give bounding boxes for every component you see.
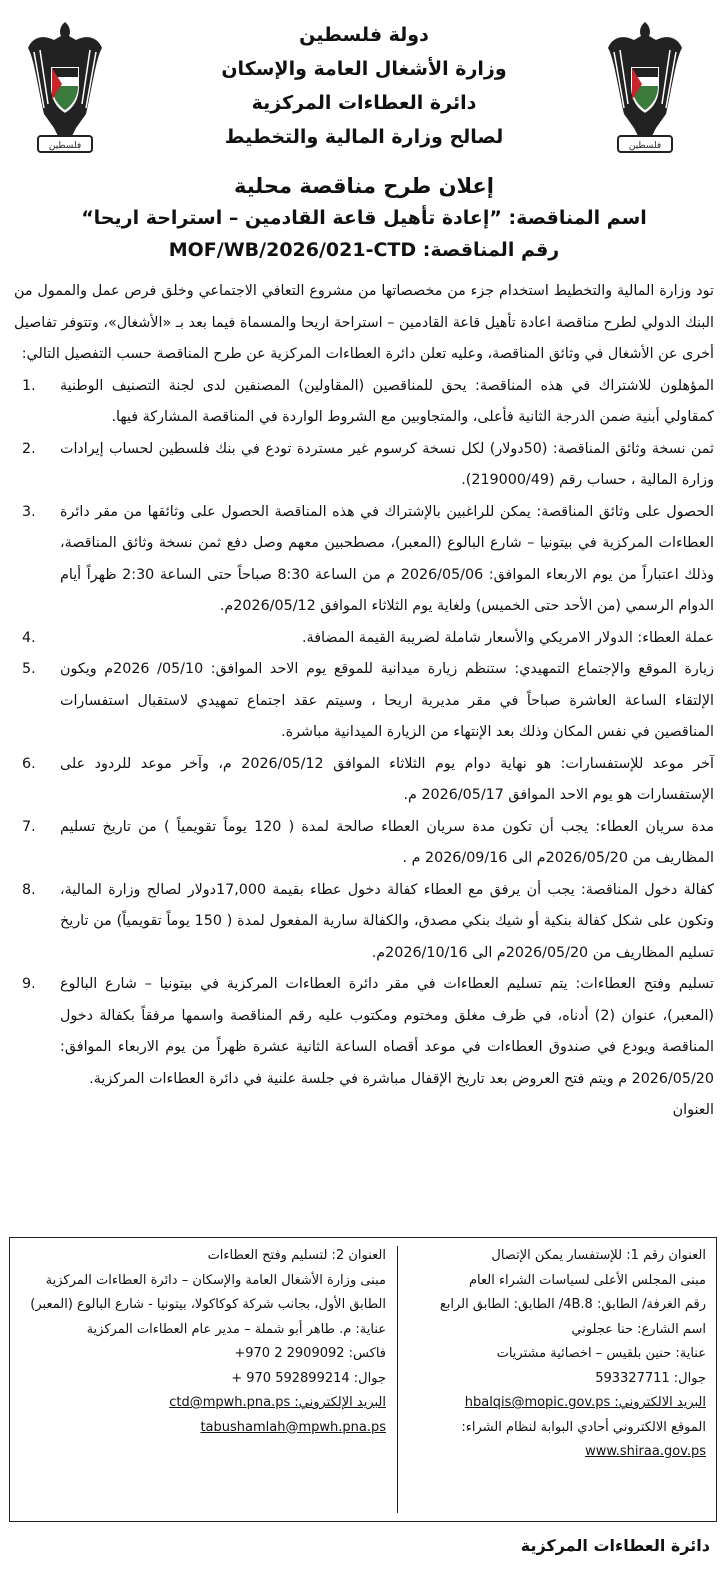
item-number: 6. [22,755,36,772]
list-item [14,969,714,1095]
ministry-header-lines [130,18,598,154]
intro-paragraph: تود وزارة المالية والتخطيط استخدام جزء من مخصصاتها من مشروع التعافي الاجتماعي وخلق فرص عمل والممول من البنك الدولي لطرح مناقصة اعادة تأهيل قاعة القادمين – استراحة اريحا والمسماة فيما بعد بـ «الأشغال»، وتتوفر تفاصيل أخرى عن الأشغال في وثائق المناقصة، وعليه تعلن دائرة العطاءات المركزية عن طرح المناقصة حسب التفصيل التالي: [14,283,714,362]
item-text: عملة العطاء: الدولار الامريكي والأسعار شاملة لضريبة القيمة المضافة. [301,629,714,646]
list-item [14,749,714,812]
item-text: المؤهلون للاشتراك في هذه المناقصة: يحق للمناقصين (المقاولين) المصنفين لدى لجنة التصنيف الوطنية كمقاولي أبنية ضمن الدرجة الثانية فأعلى، والمتجاوبين مع الشروط الواردة في المناقصة المشاركة فيها. [60,377,714,425]
tender-number: رقم المناقصة: MOF/WB/2026/021-CTD [168,239,560,261]
list-item [14,434,714,497]
address-2-building: مبنى وزارة الأشغال العامة والإسكان – دائرة العطاءات المركزية [45,1272,386,1288]
tender-conditions-list [14,371,714,1096]
item-number: 3. [22,503,36,520]
address-2-contact-person: عناية: م. طاهر أبو شملة – مدير عام العطاءات المركزية [86,1321,386,1337]
address-1-contact-person: عناية: حنين بلقيس – اخصائية مشتريات [496,1346,706,1361]
item-text: الحصول على وثائق المناقصة: يمكن للراغبين بالإشتراك في هذه المناقصة الحصول على وثائقها من مقر دائرة العطاءات المركزية في بيتونيا – شارع البالوع (المعبر)، مصطحبين معهم وصل دفع ثمن نسخة وثائق المناقصة، وذلك اعتباراً من يوم الاربعاء الموافق: 2026/05/06 م من الساعة 8:30 صباحاً حتى الساعة 2:30 ظهراً أيام الدوام الرسمي (من الأحد حتى الخميس) ولغاية يوم الثلاثاء الموافق 2026/05/12م. [60,503,714,614]
address-2-mobile: جوال: 592899214 970 + [231,1370,386,1386]
announcement-title: إعلان طرح مناقصة محلية [234,174,494,198]
list-item [14,497,714,623]
item-number: 2. [22,440,36,457]
palestine-eagle-emblem-icon [24,18,106,163]
address-1-room-floor: رقم الغرفة/ الطابق: 4B.8/ الطابق: الطابق الرابع [439,1297,706,1312]
list-item [14,875,714,970]
address-1-portal-label: الموقع الالكتروني أحادي البوابة لنظام الشراء: [461,1419,706,1435]
addresses-box [9,1237,717,1522]
list-item [14,654,714,749]
address-2-fax: فاكس: 2909092 2 970+ [234,1346,386,1361]
announcement-body [14,276,714,1127]
item-number: 1. [22,377,36,394]
list-item [14,371,714,434]
palestine-eagle-emblem-icon [604,18,686,163]
address-2-email-link-2[interactable]: tabushamlah@mpwh.pna.ps [200,1419,386,1435]
item-number: 5. [22,661,36,677]
address-1-mobile: جوال: 593327711 [595,1370,706,1386]
tender-titles [20,170,708,266]
tender-name: اسم المناقصة: ”إعادة تأهيل قاعة القادمين – استراحة اريحا“ [81,207,647,229]
column-divider [397,1246,398,1513]
svg-text:فلسطين: فلسطين [628,141,662,151]
address-2 [22,1244,386,1440]
list-item [14,623,714,655]
on-behalf-of: لصالح وزارة المالية والتخطيط [224,126,504,148]
item-text: تسليم وفتح العطاءات: يتم تسليم العطاءات في مقر دائرة العطاءات المركزية في بيتونيا – شارع البالوع (المعبر)، عنوان (2) أدناه، في ظرف مغلق ومختوم ومكتوب عليه رقم المناقصة واسمها مرفقاً بكفالة دخول المناقصة ويودع في صندوق العطاءات في موعد أقصاه الساعة الثانية عشرة ظهراً من يوم الاربعاء الموافق: 2026/05/20 م ويتم فتح العروض بعد تاريخ الإقفال مباشرة في جلسة علنية في دائرة العطاءات المركزية. [60,976,714,1087]
item-number: 9. [22,976,36,992]
item-text: مدة سريان العطاء: يجب أن تكون مدة سريان العطاء صالحة لمدة ( 120 يوماً تقويمياً ) من تاريخ تسليم المظاريف من 2026/05/20م الى 2026/09/16 م . [60,818,714,866]
address-2-email-link[interactable]: البريد الإلكتروني: ctd@mpwh.pna.ps [169,1395,386,1410]
item-text: كفالة دخول المناقصة: يجب أن يرفق مع العطاء كفالة دخول عطاء بقيمة 17,000دولار لصالح وزارة المالية، وتكون على شكل كفالة بنكية أو شيك بنكي مصدق، والكفالة سارية المفعول لمدة ( 150 يوماً تقويمياً) من تاريخ تسليم المظاريف من 2026/05/20م الى 2026/10/16م. [60,881,715,961]
list-item [14,812,714,875]
department-name: دائرة العطاءات المركزية [251,92,477,114]
address-1 [406,1244,706,1465]
portal-website-link[interactable]: www.shiraa.gov.ps [585,1444,706,1459]
footer-signature: دائرة العطاءات المركزية [520,1536,710,1555]
address-1-street: اسم الشارع: حنا عجلوني [571,1321,706,1337]
item-text: آخر موعد للإستفسارات: هو نهاية دوام يوم الثلاثاء الموافق 2026/05/12 م، وآخر موعد للردود على الإستفسارات هو يوم الاحد الموافق 2026/05/17 م. [60,755,714,803]
address-2-title: العنوان 2: لتسليم وفتح العطاءات [207,1248,386,1263]
header [0,8,728,173]
item-number: 4. [22,629,36,646]
address-1-building: مبنى المجلس الأعلى لسياسات الشراء العام [468,1272,706,1288]
ministry-name: وزارة الأشغال العامة والإسكان [221,58,507,80]
address-2-location: الطابق الأول، بجانب شركة كوكاكولا، بيتونيا - شارع البالوع (المعبر) [30,1297,386,1312]
item-text: ثمن نسخة وثائق المناقصة: (50دولار) لكل نسخة كرسوم غير مستردة تودع في بنك فلسطين لحساب إيرادات وزارة المالية ، حساب رقم (219000/49). [60,440,714,488]
address-1-email-link[interactable]: البريد الالكتروني: hbalqis@mopic.gov.ps [464,1395,706,1410]
item-number: 8. [22,881,36,898]
address-1-title: العنوان رقم 1: للإستفسار يمكن الإتصال [491,1248,706,1263]
svg-text:فلسطين: فلسطين [48,141,82,151]
state-name: دولة فلسطين [299,24,429,46]
item-text: زيارة الموقع والإجتماع التمهيدي: ستنظم زيارة ميدانية للموقع يوم الاحد الموافق: 05/10/ 2026م ويكون الإلتقاء الساعة العاشرة صباحاً في مقر مديرية اريحا ، وسيتم عقد اجتماع تمهيدي لاستقبال استفسارات المناقصين في نفس المكان وذلك بعد الإنتهاء من الزيارة الميدانية مباشرة. [60,661,714,740]
item-number: 7. [22,818,36,835]
address-heading: العنوان [672,1102,714,1118]
